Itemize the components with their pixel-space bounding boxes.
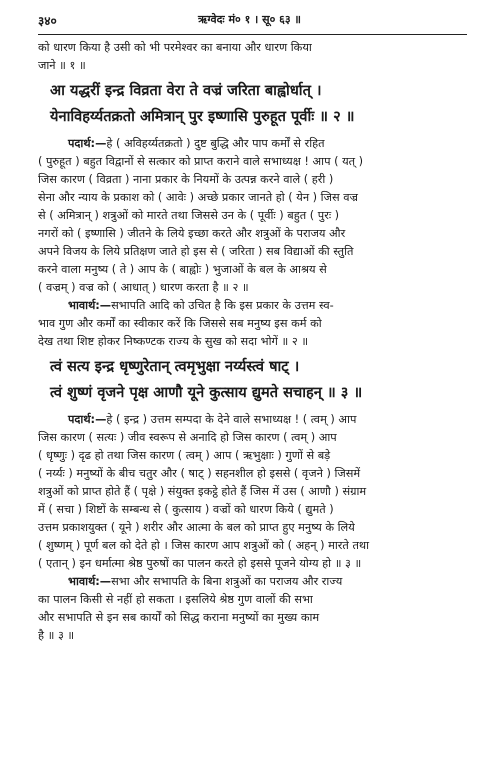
text-line: में ( सचा ) शिष्टों के सम्बन्ध से ( कुत्साय ) वज्रों को धारण किये ( द्युमते ) xyxy=(38,503,334,516)
text-line: ( धृष्णुः ) दृढ हो तथा जिस कारण ( त्वम् ) आप ( ऋभुक्षाः ) गुणों से बड़े xyxy=(38,449,331,462)
mantra-3-line-1: त्वं सत्य इन्द्र धृष्णुरेतान् त्वमृभुक्षा नर्य्यस्त्वं षाट् । xyxy=(50,358,300,375)
mantra-3-line-2: त्वं शुष्णं वृजने पृक्ष आणौ यूने कुत्साय द्युमते सचाहन् ॥ ३ ॥ xyxy=(50,384,363,401)
running-title: ऋग्वेदः मं० १ । सू० ६३ ॥ xyxy=(198,13,302,26)
page-number: ३४० xyxy=(38,14,57,28)
text-line: ( नर्य्यः ) मनुष्यों के बीच चतुर और ( षाट् ) सहनशील हो इससे ( वृजने ) जिसमें xyxy=(38,467,361,480)
text-line: शत्रुओं को प्राप्त होते हैं ( पृक्षे ) संयुक्त इकट्ठे होते हैं जिस में उस ( आणौ ) संग्राम xyxy=(38,485,367,498)
text-line: जिस कारण ( सत्यः ) जीव स्वरूप से अनादि हो जिस कारण ( त्वम् ) आप xyxy=(38,431,337,444)
mantra-2-line-1: आ यद्धरीं इन्द्र विव्रता वेरा ते वज्रं जरिता बाह्वोर्धात् । xyxy=(50,82,322,99)
text-line: अपने विजय के लिये प्रतिक्षण जाते हो इस से ( जरिता ) सब विद्याओं की स्तुति xyxy=(38,245,354,258)
padartha-2-section xyxy=(38,135,467,297)
text-line: ( एतान् ) इन धर्मात्मा श्रेष्ठ पुरुषों का पालन करते हो इससे पूजने योग्य हो ॥ ३ ॥ xyxy=(38,557,362,570)
text-line: ( पुरुहूत ) बहुत विद्वानों से सत्कार को प्राप्त कराने वाले सभाध्यक्ष ! आप ( यत् ) xyxy=(38,155,364,168)
text-line: का पालन किसी से नहीं हो सकता । इसलिये श्रेष्ठ गुण वालों की सभा xyxy=(38,593,313,606)
text-line: देख तथा शिष्ट होकर निष्कण्टक राज्य के सुख को सदा भोगें ॥ २ ॥ xyxy=(38,335,309,348)
bhavartha-label: भावार्थ:— xyxy=(68,575,112,588)
text-line: सेना और न्याय के प्रकाश को ( आवेः ) अच्छे प्रकार जानते हो ( येन ) जिस वज्र xyxy=(38,191,358,204)
padartha-label: पदार्थ:— xyxy=(68,413,107,426)
mantra-2-line-2: येनाविहर्य्यतक्रतो अमित्रान् पुर इष्णासि पुरुहूत पूर्वीः ॥ २ ॥ xyxy=(50,108,355,125)
text-line: करने वाला मनुष्य ( ते ) आप के ( बाह्वोः ) भुजाओं के बल के आश्रय से xyxy=(38,263,327,276)
text-line: भावार्थ:—सभा और सभापति के बिना शत्रुओं का पराजय और राज्य xyxy=(68,575,343,588)
header-rule xyxy=(38,34,467,35)
text-line: जाने ॥ १ ॥ xyxy=(38,59,86,72)
text-line: से ( अमित्रान् ) शत्रुओं को मारते तथा जिससे उन के ( पूर्वीः ) बहुत ( पुरः ) xyxy=(38,209,340,222)
padartha-label: पदार्थ:— xyxy=(68,137,107,150)
bhavartha-2-section xyxy=(38,297,467,351)
text-line: को धारण किया है उसी को भी परमेश्वर का बनाया और धारण किया xyxy=(38,41,312,54)
text-line: नगरों को ( इष्णासि ) जीतने के लिये इच्छा करते और शत्रुओं के पराजय और xyxy=(38,227,346,240)
text-line: भाव गुण और कर्मों का स्वीकार करें कि जिससे सब मनुष्य इस कर्म को xyxy=(38,317,322,330)
bhavartha-label: भावार्थ:— xyxy=(68,299,112,312)
text-line: उत्तम प्रकाशयुक्त ( यूने ) शरीर और आत्मा के बल को प्राप्त हुए मनुष्य के लिये xyxy=(38,521,355,534)
text-line: ( वज्रम् ) वज्र को ( आधात् ) धारण करता है ॥ २ ॥ xyxy=(38,281,249,294)
text-line: पदार्थ:—हे ( अविहर्य्यतक्रतो ) दुष्ट बुद्धि और पाप कर्मों से रहित xyxy=(68,137,325,150)
text-line: और सभापति से इन सब कार्यों को सिद्ध कराना मनुष्यों का मुख्य काम xyxy=(38,611,320,624)
text-line: जिस कारण ( विव्रता ) नाना प्रकार के नियमों के उत्पन्न करने वाले ( हरी ) xyxy=(38,173,334,186)
text-line: पदार्थ:—हे ( इन्द्र ) उत्तम सम्पदा के देने वाले सभाध्यक्ष ! ( त्वम् ) आप xyxy=(68,413,357,426)
bhavartha-3-section xyxy=(38,573,467,645)
page-header xyxy=(38,8,467,30)
text-line: ( शुष्णम् ) पूर्ण बल को देते हो । जिस कारण आप शत्रुओं को ( अहन् ) मारते तथा xyxy=(38,539,370,552)
text-line: है ॥ ३ ॥ xyxy=(38,629,75,642)
text-line: भावार्थ:—सभापति आदि को उचित है कि इस प्रकार के उत्तम स्व- xyxy=(68,299,334,312)
padartha-3-section xyxy=(38,411,467,573)
